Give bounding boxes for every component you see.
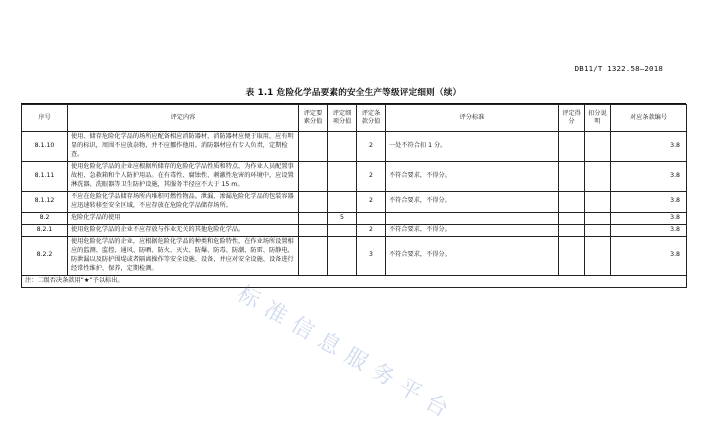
row-seq: 8.1.12	[22, 191, 68, 212]
row-element-score	[299, 224, 328, 236]
row-content: 使用危险化学品的企业应根据所储存的危险化学品性质和特点，为作业人员配置事故柜、急救箱和个人防护用品。在有毒性、腐蚀性、刺激性危害的环境中，应设置淋洗器、洗眼器等卫生防护设施，其服务半径应不大于 15 m。	[68, 161, 299, 191]
row-deduct	[585, 236, 611, 275]
row-score	[559, 132, 585, 162]
row-item-score	[328, 191, 357, 212]
header-item-score: 评定细项分值	[328, 105, 357, 132]
row-seq: 8.1.11	[22, 161, 68, 191]
row-score	[559, 212, 585, 224]
table-note-row	[22, 275, 687, 287]
row-content: 使用危险化学品的企业，应根据危险化学品的种类和危险特性，在作业场所设置相应的监测、监控、通风、防晒、防火、灭火、防爆、防毒、防潮、防雷、防静电、防泄漏以及防护围堤或者隔离操作等安全设施、设备，并应对安全设施、设备进行经常性维护、保养，定期检测。	[68, 236, 299, 275]
row-element-score	[299, 212, 328, 224]
row-seq: 8.2	[22, 212, 68, 224]
header-seq: 序号	[22, 105, 68, 132]
row-clause-score: 3	[357, 236, 386, 275]
row-clause-score: 2	[357, 224, 386, 236]
row-score	[559, 236, 585, 275]
table-row	[22, 132, 687, 162]
row-content: 不应在危险化学品储存场所内堆积可燃性物品。泄漏、渗漏危险化学品的包装容器应迅速转移至安全区域，不应存放在危险化学品储存场所。	[68, 191, 299, 212]
row-standard	[386, 212, 559, 224]
table-row	[22, 224, 687, 236]
row-seq: 8.2.1	[22, 224, 68, 236]
header-standard: 评分标准	[386, 105, 559, 132]
row-deduct	[585, 224, 611, 236]
row-item-score	[328, 132, 357, 162]
row-deduct	[585, 212, 611, 224]
header-clause-score: 评定条款分值	[357, 105, 386, 132]
row-score	[559, 191, 585, 212]
row-deduct	[585, 132, 611, 162]
table-note: 注：二级否决条款用“★”予以标出。	[22, 275, 687, 287]
row-content: 使用危险化学品的企业不应存放与作业无关的其他危险化学品。	[68, 224, 299, 236]
row-element-score	[299, 191, 328, 212]
row-score	[559, 224, 585, 236]
table-row	[22, 161, 687, 191]
document-id: DB11/T 1322.58—2018	[574, 64, 663, 73]
row-content: 使用、储存危险化学品的场所应配备相应消防器材，消防器材应便于取用，应有明显的标识，周围不应放杂物，并不应挪作他用。消防器材应有专人负责，定期检查。	[68, 132, 299, 162]
header-score: 评定得分	[559, 105, 585, 132]
row-ref: 3.8	[611, 132, 687, 162]
table-row	[22, 236, 687, 275]
row-content: 危险化学品的使用	[68, 212, 299, 224]
row-item-score	[328, 224, 357, 236]
table-row	[22, 212, 687, 224]
row-ref: 3.8	[611, 161, 687, 191]
row-ref: 3.8	[611, 224, 687, 236]
row-item-score: 5	[328, 212, 357, 224]
row-score	[559, 161, 585, 191]
row-standard: 一处不符合扣 1 分。	[386, 132, 559, 162]
row-clause-score: 2	[357, 191, 386, 212]
table-row	[22, 191, 687, 212]
watermark: 标准信息服务平台	[232, 281, 461, 428]
row-ref: 3.8	[611, 212, 687, 224]
row-element-score	[299, 236, 328, 275]
table-title: 表 1.1 危险化学品要素的安全生产等级评定细则（续）	[245, 88, 462, 98]
header-deduct: 扣分说明	[585, 105, 611, 132]
row-clause-score: 2	[357, 132, 386, 162]
row-element-score	[299, 161, 328, 191]
header-ref: 对应条款编号	[611, 105, 687, 132]
row-element-score	[299, 132, 328, 162]
row-deduct	[585, 161, 611, 191]
table-header-row	[22, 105, 687, 132]
row-clause-score: 2	[357, 161, 386, 191]
row-standard: 不符合要求，不得分。	[386, 224, 559, 236]
row-deduct	[585, 191, 611, 212]
row-seq: 8.2.2	[22, 236, 68, 275]
evaluation-table	[21, 104, 687, 288]
header-content: 评定内容	[68, 105, 299, 132]
row-item-score	[328, 236, 357, 275]
row-standard: 不符合要求，不得分。	[386, 161, 559, 191]
row-seq: 8.1.10	[22, 132, 68, 162]
row-standard: 不符合要求，不得分。	[386, 236, 559, 275]
row-clause-score	[357, 212, 386, 224]
row-standard: 不符合要求，不得分。	[386, 191, 559, 212]
row-ref: 3.8	[611, 236, 687, 275]
row-ref: 3.8	[611, 191, 687, 212]
header-element-score: 评定要素分值	[299, 105, 328, 132]
row-item-score	[328, 161, 357, 191]
